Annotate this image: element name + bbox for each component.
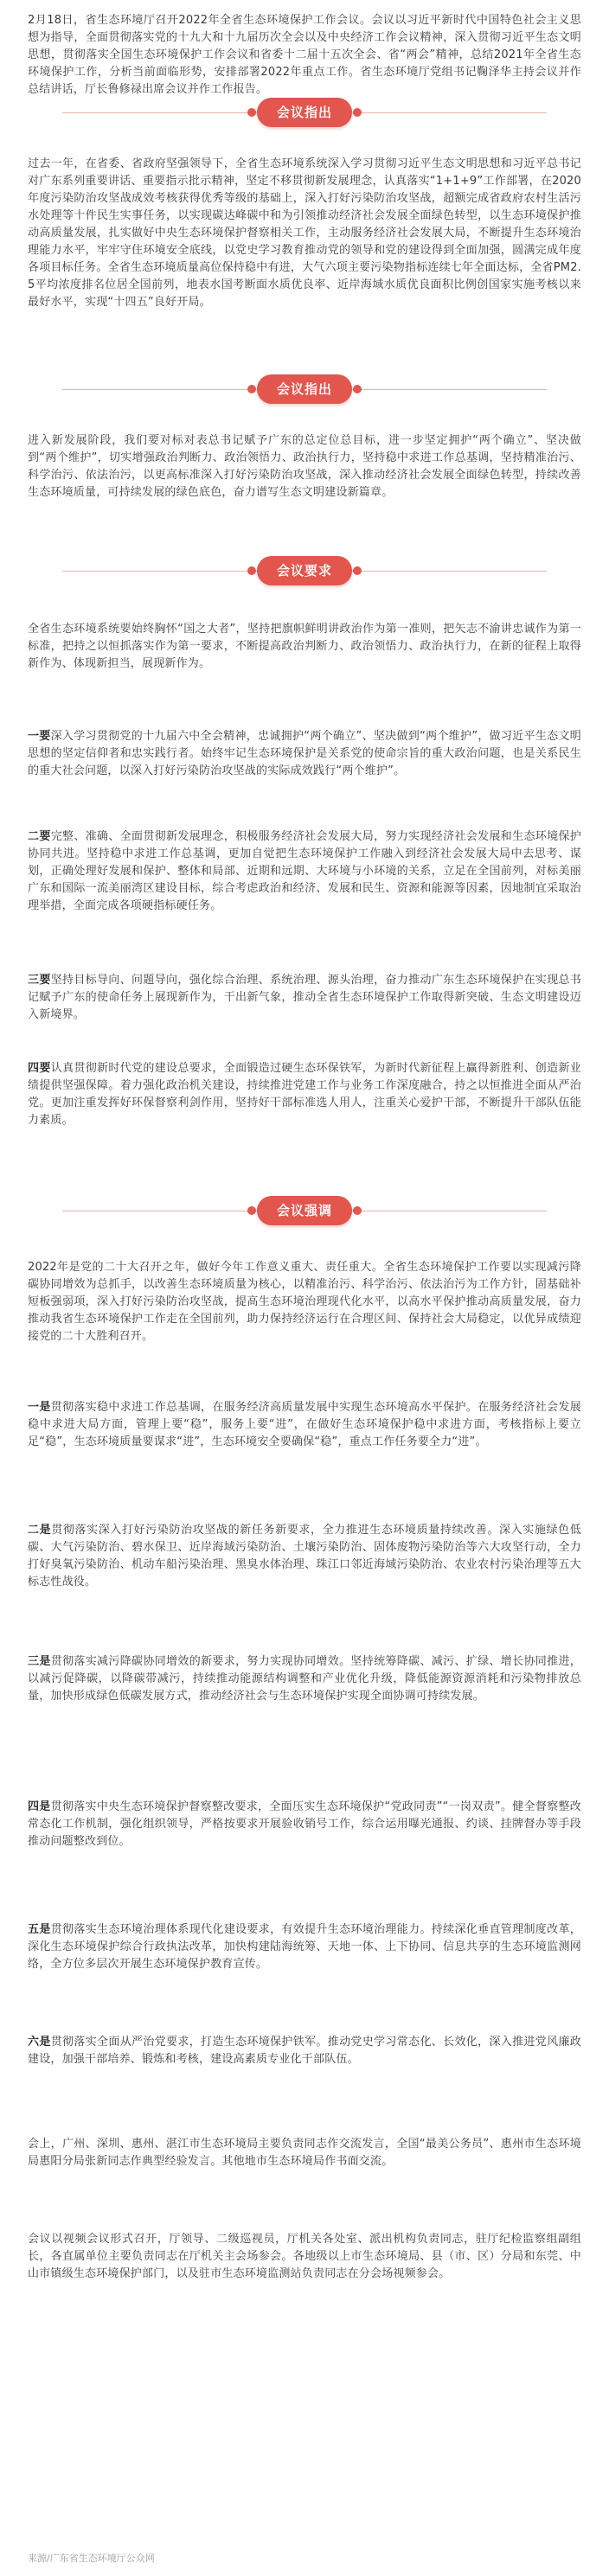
section-4-item-5	[28, 1921, 581, 1973]
dot-decoration	[247, 566, 256, 575]
item-lead: 一要	[28, 730, 51, 743]
item-text: 会上，广州、深圳、惠州、湛江市生态环境局主要负责同志作交流发言，全国“最美公务员”、惠州市生态环境局惠阳分局张新同志作典型经验发言。其他地市生态环境局作书面交流。	[28, 2138, 581, 2168]
item-lead: 一是	[28, 1401, 51, 1414]
dot-decoration	[353, 385, 362, 393]
section-header-1	[0, 86, 609, 138]
section-4-item-2	[28, 1522, 581, 1591]
section-3-paragraph: 全省生态环境系统要始终胸怀“国之大者”，坚持把旗帜鲜明讲政治作为第一准则，把矢志不渝讲忠诚作为第一标准，把持之以恒抓落实作为第一要求，不断提高政治判断力、政治领悟力、政治执行力，在新的征程上取得新作为、体现新担当，展现新作为。	[28, 623, 581, 670]
section-4-item-4	[28, 1799, 581, 1851]
section-title: 会议指出	[257, 98, 352, 127]
section-title: 会议指出	[257, 374, 352, 404]
item-text: 贯彻落实稳中求进工作总基调，在服务经济高质量发展中实现生态环境高水平保护。在服务经济社会发展稳中求进大局方面，管理上要“稳”，服务上要“进”，在做好生态环境保护稳中求进方面，考核指标上要立足“稳”，生态环境质量要谋求“进”，生态环境安全要确保“稳”，重点工作任务要全力“进”。	[28, 1401, 582, 1448]
section-title: 会议要求	[257, 556, 352, 585]
section-header-4	[0, 1185, 609, 1237]
item-lead: 二是	[28, 1524, 52, 1537]
intro-paragraph: 2月18日，省生态环境厅召开2022年全省生态环境保护工作会议。会议以习近平新时代中国特色社会主义思想为指导，全面贯彻落实党的十九大和十九届历次全会以及中央经济工作会议精神，深入贯彻习近平生态文明思想，贯彻落实全国生态环境保护工作会议和省委十二届十五次全会、省“两会”精神，总结2021年全省生态环境保护工作，分析当前面临形势，安排部署2022年重点工作。省生态环境厅党组书记鞠泽华主持会议并作总结讲话，厅长鲁修禄出席会议并作工作报告。	[28, 14, 581, 96]
section-4-item-1	[28, 1399, 581, 1451]
section-4-item-6	[28, 2034, 581, 2068]
meeting-note	[28, 2136, 581, 2170]
item-lead: 五是	[28, 1923, 51, 1936]
item-lead: 六是	[28, 2036, 51, 2049]
section-3-item-4	[28, 1060, 581, 1129]
section-1-paragraph: 过去一年，在省委、省政府坚强领导下，全省生态环境系统深入学习贯彻习近平生态文明思想和习近平总书记对广东系列重要讲话、重要指示批示精神，坚定不移贯彻新发展理念，认真落实“1+1+9”工作部署，在2020年度污染防治攻坚战成效考核获得优秀等级的基础上，深入打好污染防治攻坚战，超额完成省政府农村生活污水处理等十件民生实事任务，以实现碳达峰碳中和为引领推动经济社会发展全面绿色转型，以生态环境保护推动高质量发展，扎实做好中央生态环境保护督察相关工作，主动服务经济社会发展大局，不断提升生态环境治理能力水平，牢牢守住环境安全底线，以党史学习教育推动党的领导和党的建设得到全面加强，圆满完成年度各项目标任务。全省生态环境质量高位保持稳中有进，大气六项主要污染物指标连续七年全面达标，全省PM2.5平均浓度排名位居全国前列，地表水国考断面水质优良率、近岸海域水质优良面积比例创国家实施考核以来最好水平，实现“十四五”良好开局。	[28, 157, 581, 309]
section-title: 会议强调	[257, 1196, 352, 1225]
dot-decoration	[353, 108, 362, 117]
section-4-item-3	[28, 1653, 581, 1705]
item-text: 认真贯彻新时代党的建设总要求，全面锻造过硬生态环保铁军，为新时代新征程上赢得新胜利、创造新业绩提供坚强保障。着力强化政治机关建设，持续推进党建工作与业务工作深度融合，持之以恒推进全面从严治党。更加注重发挥好环保督察利剑作用，坚持好干部标准选人用人，注重关心爱护干部，不断提升干部队伍能力素质。	[28, 1062, 582, 1127]
dot-decoration	[247, 1206, 256, 1215]
section-3-item-2	[28, 828, 581, 915]
source-credit: 来源/广东省生态环境厅公众网	[28, 2553, 155, 2564]
dot-decoration	[247, 108, 256, 117]
section-header-2	[0, 363, 609, 415]
item-text: 贯彻落实减污降碳协同增效的新要求，努力实现协同增效。坚持统筹降碳、减污、扩绿、增长协同推进，以减污促降碳，以降碳带减污，持续推动能源结构调整和产业优化升级，降低能源资源消耗和污染物排放总量，加快形成绿色低碳发展方式，推动经济社会与生态环境保护实现全面协调可持续发展。	[28, 1655, 582, 1703]
item-lead: 四要	[28, 1062, 51, 1075]
item-lead: 四是	[28, 1800, 51, 1813]
closing-paragraph: 会议以视频会议形式召开，厅领导、二级巡视员，厅机关各处室、派出机构负责同志，驻厅纪检监察组副组长，各直属单位主要负责同志在厅机关主会场参会。各地级以上市生态环境局、县（市、区）分局和东莞、中山市镇级生态环境保护部门，以及驻市生态环境监测站负责同志在分会场视频参会。	[28, 2233, 581, 2280]
dot-decoration	[353, 1206, 362, 1215]
item-text: 坚持目标导向、问题导向，强化综合治理、系统治理、源头治理，奋力推动广东生态环境保护在实现总书记赋予广东的使命任务上展现新作为，干出新气象，推动全省生态环境保护工作取得新突破、生态文明建设迈入新境界。	[28, 974, 582, 1021]
section-3-item-3	[28, 972, 581, 1024]
item-text: 贯彻落实中央生态环境保护督察整改要求，全面压实生态环境保护“党政同责”“一岗双责”。健全督察整改常态化工作机制，强化组织领导，严格按要求开展验收销号工作，综合运用曝光通报、约谈、挂牌督办等手段推动问题整改到位。	[28, 1800, 582, 1848]
section-2-paragraph: 进入新发展阶段，我们要对标对表总书记赋予广东的总定位总目标，进一步坚定拥护“两个确立”、坚决做到“两个维护”，切实增强政治判断力、政治领悟力、政治执行力，坚持稳中求进工作总基调，坚持精准治污、科学治污、依法治污，以更高标准深入打好污染防治攻坚战，深入推动经济社会发展全面绿色转型，持续改善生态环境质量，可持续发展的绿色底色，奋力谱写生态文明建设新篇章。	[28, 434, 581, 499]
item-text: 贯彻落实全面从严治党要求，打造生态环境保护铁军。推动党史学习常态化、长效化，深入推进党风廉政建设，加强干部培养、锻炼和考核，建设高素质专业化干部队伍。	[28, 2036, 582, 2066]
section-header-3	[0, 545, 609, 597]
section-3-item-1	[28, 728, 581, 780]
section-4-paragraph: 2022年是党的二十大召开之年，做好今年工作意义重大、责任重大。全省生态环境保护工作要以实现减污降碳协同增效为总抓手，以改善生态环境质量为核心，以精准治污、科学治污、依法治污为工作方针，固基础补短板强弱项，深入打好污染防治攻坚战，提高生态环境治理现代化水平，以高水平保护推动高质量发展，奋力推动我省生态环境保护工作走在全国前列，助力保持经济运行在合理区间、保持社会大局稳定，以优异成绩迎接党的二十大胜利召开。	[28, 1261, 581, 1343]
item-text: 贯彻落实深入打好污染防治攻坚战的新任务新要求，全力推进生态环境质量持续改善。深入实施绿色低碳、大气污染防治、碧水保卫、近岸海域污染防治、土壤污染防治、固体废物污染防治等六大攻坚行动，全力打好臭氧污染防治、机动车船污染治理、黑臭水体治理、珠江口邻近海域污染防治、农业农村污染治理等五大标志性战役。	[28, 1524, 581, 1588]
dot-decoration	[247, 385, 256, 393]
item-text: 贯彻落实生态环境治理体系现代化建设要求，有效提升生态环境治理能力。持续深化垂直管理制度改革，深化生态环境保护综合行政执法改革，加快构建陆海统筹、天地一体、上下协同、信息共享的生态环境监测网络，全方位多层次开展生态环境保护教育宣传。	[28, 1923, 582, 1971]
item-lead: 三是	[28, 1655, 51, 1668]
item-lead: 三要	[28, 974, 51, 987]
item-text: 完整、准确、全面贯彻新发展理念，积极服务经济社会发展大局，努力实现经济社会发展和生态环境保护协同共进。坚持稳中求进工作总基调，更加自觉把生态环境保护工作融入到经济社会发展大局中去思考、谋划，正确处理好发展和保护、整体和局部、近期和远期、大环境与小环境的关系，立足在全国前列，对标美丽广东和国际一流美丽湾区建设目标，综合考虑政治和经济、发展和民生、资源和能源等因素，因地制宜采取治理举措，全面完成各项硬指标硬任务。	[28, 830, 582, 912]
item-text: 深入学习贯彻党的十九届六中全会精神，忠诚拥护“两个确立”、坚决做到“两个维护”，做习近平生态文明思想的坚定信仰者和忠实践行者。始终牢记生态环境保护是关系党的使命宗旨的重大政治问题，也是关系民生的重大社会问题，以深入打好污染防治攻坚战的实际成效践行“两个维护”。	[28, 730, 581, 777]
dot-decoration	[353, 566, 362, 575]
item-lead: 二要	[28, 830, 51, 843]
